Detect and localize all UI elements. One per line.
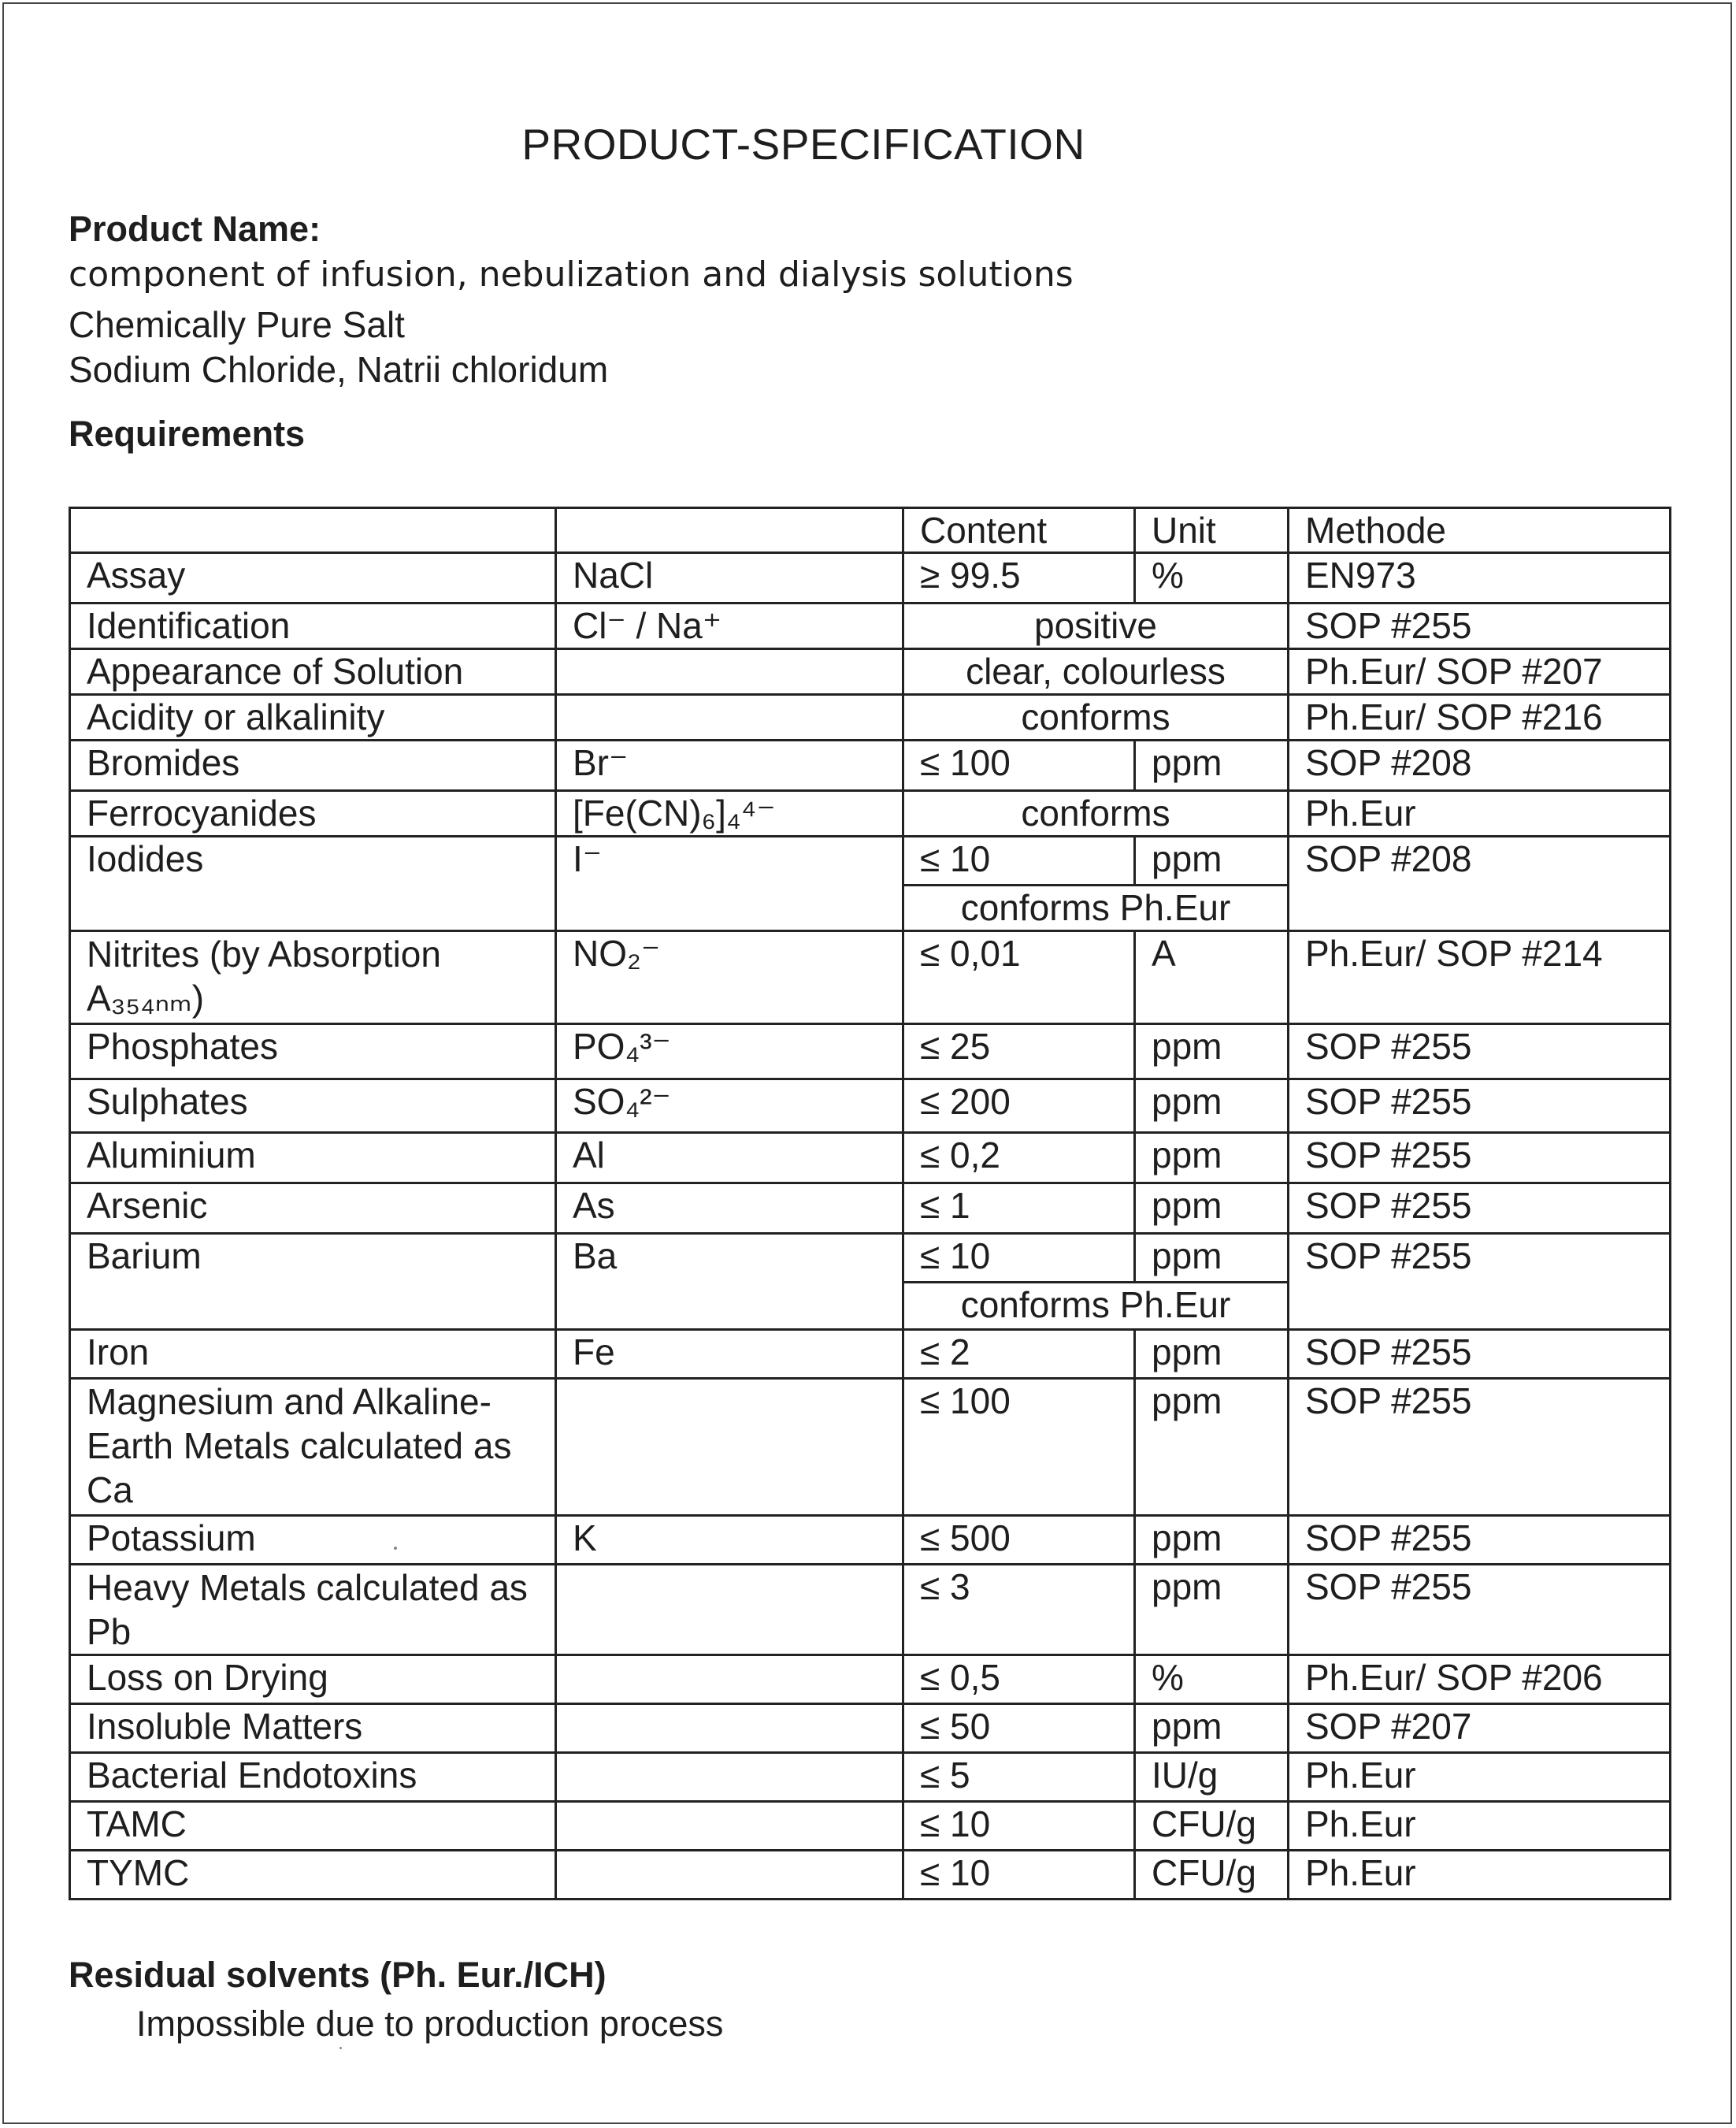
requirements-table — [69, 507, 1671, 1900]
param-unit: A — [1135, 931, 1289, 1024]
param-formula: As — [556, 1183, 903, 1234]
param-name: Heavy Metals calculated as Pb — [70, 1565, 556, 1655]
table-row — [70, 1851, 1671, 1900]
param-formula: Al — [556, 1133, 903, 1183]
param-content: ≤ 100 — [903, 1379, 1135, 1516]
param-formula — [556, 1565, 903, 1655]
param-method: SOP #255 — [1289, 1516, 1671, 1565]
param-name: Assay — [70, 553, 556, 603]
table-row — [70, 1133, 1671, 1183]
param-content: ≤ 0,01 — [903, 931, 1135, 1024]
table-row — [70, 1704, 1671, 1753]
table-row — [70, 1802, 1671, 1851]
param-name: Appearance of Solution — [70, 649, 556, 695]
param-formula — [556, 695, 903, 741]
param-method: Ph.Eur — [1289, 791, 1671, 837]
param-unit: ppm — [1135, 1133, 1289, 1183]
param-content: ≤ 10 — [903, 1851, 1135, 1900]
param-note: conforms Ph.Eur — [903, 1283, 1289, 1330]
param-content: ≤ 10 — [903, 1802, 1135, 1851]
param-method: SOP #208 — [1289, 741, 1671, 791]
param-formula: [Fe(CN)₆]₄⁴⁻ — [556, 791, 903, 837]
header-method: Methode — [1289, 508, 1671, 553]
param-unit: ppm — [1135, 1565, 1289, 1655]
param-content: ≤ 1 — [903, 1183, 1135, 1234]
param-method: Ph.Eur/ SOP #207 — [1289, 649, 1671, 695]
table-row — [70, 1379, 1671, 1516]
param-note: conforms Ph.Eur — [903, 886, 1289, 931]
table-row — [70, 1565, 1671, 1655]
param-formula — [556, 1655, 903, 1704]
param-method: Ph.Eur/ SOP #214 — [1289, 931, 1671, 1024]
param-method: SOP #208 — [1289, 837, 1671, 931]
param-name: Acidity or alkalinity — [70, 695, 556, 741]
param-method: Ph.Eur/ SOP #216 — [1289, 695, 1671, 741]
param-name: Ferrocyanides — [70, 791, 556, 837]
table-row — [70, 1516, 1671, 1565]
param-method: Ph.Eur — [1289, 1753, 1671, 1802]
param-content: ≤ 200 — [903, 1079, 1135, 1133]
param-formula: NO₂⁻ — [556, 931, 903, 1024]
table-row — [70, 1655, 1671, 1704]
param-unit: ppm — [1135, 1183, 1289, 1234]
param-unit: IU/g — [1135, 1753, 1289, 1802]
product-line-grade: Chemically Pure Salt — [69, 304, 405, 345]
table-row — [70, 741, 1671, 791]
param-unit: ppm — [1135, 1079, 1289, 1133]
param-content: ≤ 2 — [903, 1330, 1135, 1379]
param-formula: Fe — [556, 1330, 903, 1379]
param-name: Iron — [70, 1330, 556, 1379]
param-content: ≤ 5 — [903, 1753, 1135, 1802]
param-name: Bacterial Endotoxins — [70, 1753, 556, 1802]
param-name: Arsenic — [70, 1183, 556, 1234]
param-unit: % — [1135, 1655, 1289, 1704]
param-unit: ppm — [1135, 1704, 1289, 1753]
param-method: SOP #255 — [1289, 1183, 1671, 1234]
residual-solvents-text: Impossible due to production process — [136, 2004, 724, 2044]
param-content: positive — [903, 603, 1289, 649]
header-unit: Unit — [1135, 508, 1289, 553]
table-row — [70, 1234, 1671, 1283]
header-parameter — [70, 508, 556, 553]
param-method: SOP #255 — [1289, 1234, 1671, 1330]
param-method: SOP #255 — [1289, 1330, 1671, 1379]
param-name: TYMC — [70, 1851, 556, 1900]
param-unit: ppm — [1135, 1330, 1289, 1379]
table-row — [70, 1024, 1671, 1079]
param-formula: NaCl — [556, 553, 903, 603]
param-content: ≤ 100 — [903, 741, 1135, 791]
param-content: clear, colourless — [903, 649, 1289, 695]
param-formula — [556, 1753, 903, 1802]
scan-speck — [394, 1547, 397, 1550]
param-name: Identification — [70, 603, 556, 649]
param-unit: % — [1135, 553, 1289, 603]
param-formula — [556, 1851, 903, 1900]
param-content: ≤ 10 — [903, 837, 1135, 886]
param-method: SOP #255 — [1289, 1379, 1671, 1516]
param-unit: ppm — [1135, 741, 1289, 791]
param-method: SOP #255 — [1289, 1024, 1671, 1079]
param-formula — [556, 1704, 903, 1753]
header-content: Content — [903, 508, 1135, 553]
param-name: Bromides — [70, 741, 556, 791]
param-formula: K — [556, 1516, 903, 1565]
param-unit: CFU/g — [1135, 1802, 1289, 1851]
table-row — [70, 791, 1671, 837]
param-method: SOP #255 — [1289, 603, 1671, 649]
param-name: Iodides — [70, 837, 556, 931]
param-name: Loss on Drying — [70, 1655, 556, 1704]
table-header-row — [70, 508, 1671, 553]
table-row — [70, 1079, 1671, 1133]
table-row — [70, 1753, 1671, 1802]
table-row — [70, 603, 1671, 649]
param-content: conforms — [903, 791, 1289, 837]
param-content: conforms — [903, 695, 1289, 741]
param-unit: CFU/g — [1135, 1851, 1289, 1900]
product-line-substance: Sodium Chloride, Natrii chloridum — [69, 349, 609, 390]
param-method: SOP #255 — [1289, 1133, 1671, 1183]
table-row — [70, 649, 1671, 695]
param-name: TAMC — [70, 1802, 556, 1851]
param-formula: I⁻ — [556, 837, 903, 931]
param-formula — [556, 1379, 903, 1516]
param-method: SOP #207 — [1289, 1704, 1671, 1753]
param-formula: Ba — [556, 1234, 903, 1330]
param-name: Aluminium — [70, 1133, 556, 1183]
param-formula: Br⁻ — [556, 741, 903, 791]
param-unit: ppm — [1135, 1379, 1289, 1516]
param-name: Insoluble Matters — [70, 1704, 556, 1753]
param-unit: ppm — [1135, 1024, 1289, 1079]
scan-speck — [339, 2047, 342, 2049]
param-method: EN973 — [1289, 553, 1671, 603]
param-name: Sulphates — [70, 1079, 556, 1133]
param-name: Nitrites (by Absorption A₃₅₄ₙₘ) — [70, 931, 556, 1024]
table-row — [70, 695, 1671, 741]
header-formula — [556, 508, 903, 553]
table-row — [70, 1183, 1671, 1234]
param-name: Magnesium and Alkaline-Earth Metals calculated as Ca — [70, 1379, 556, 1516]
param-content: ≤ 0,2 — [903, 1133, 1135, 1183]
table-row — [70, 837, 1671, 886]
param-formula: Cl⁻ / Na⁺ — [556, 603, 903, 649]
page-title: PRODUCT-SPECIFICATION — [521, 120, 1085, 169]
param-formula — [556, 1802, 903, 1851]
param-formula: PO₄³⁻ — [556, 1024, 903, 1079]
specification-page — [2, 2, 1732, 2124]
param-content: ≤ 500 — [903, 1516, 1135, 1565]
param-formula — [556, 649, 903, 695]
product-line-usage: component of infusion, nebulization and dialysis solutions — [69, 254, 1074, 295]
param-content: ≤ 25 — [903, 1024, 1135, 1079]
param-content: ≤ 10 — [903, 1234, 1135, 1283]
param-method: Ph.Eur/ SOP #206 — [1289, 1655, 1671, 1704]
param-method: SOP #255 — [1289, 1565, 1671, 1655]
param-content: ≥ 99.5 — [903, 553, 1135, 603]
param-name: Potassium — [70, 1516, 556, 1565]
param-unit: ppm — [1135, 837, 1289, 886]
param-method: SOP #255 — [1289, 1079, 1671, 1133]
param-formula: SO₄²⁻ — [556, 1079, 903, 1133]
table-row — [70, 553, 1671, 603]
param-name: Phosphates — [70, 1024, 556, 1079]
param-method: Ph.Eur — [1289, 1851, 1671, 1900]
param-content: ≤ 3 — [903, 1565, 1135, 1655]
param-content: ≤ 0,5 — [903, 1655, 1135, 1704]
requirements-label: Requirements — [69, 414, 306, 454]
param-unit: ppm — [1135, 1516, 1289, 1565]
param-method: Ph.Eur — [1289, 1802, 1671, 1851]
table-row — [70, 931, 1671, 1024]
product-name-label: Product Name: — [69, 209, 321, 249]
param-content: ≤ 50 — [903, 1704, 1135, 1753]
table-row — [70, 1330, 1671, 1379]
residual-solvents-label: Residual solvents (Ph. Eur./ICH) — [69, 1955, 606, 1995]
param-name: Barium — [70, 1234, 556, 1330]
param-unit: ppm — [1135, 1234, 1289, 1283]
